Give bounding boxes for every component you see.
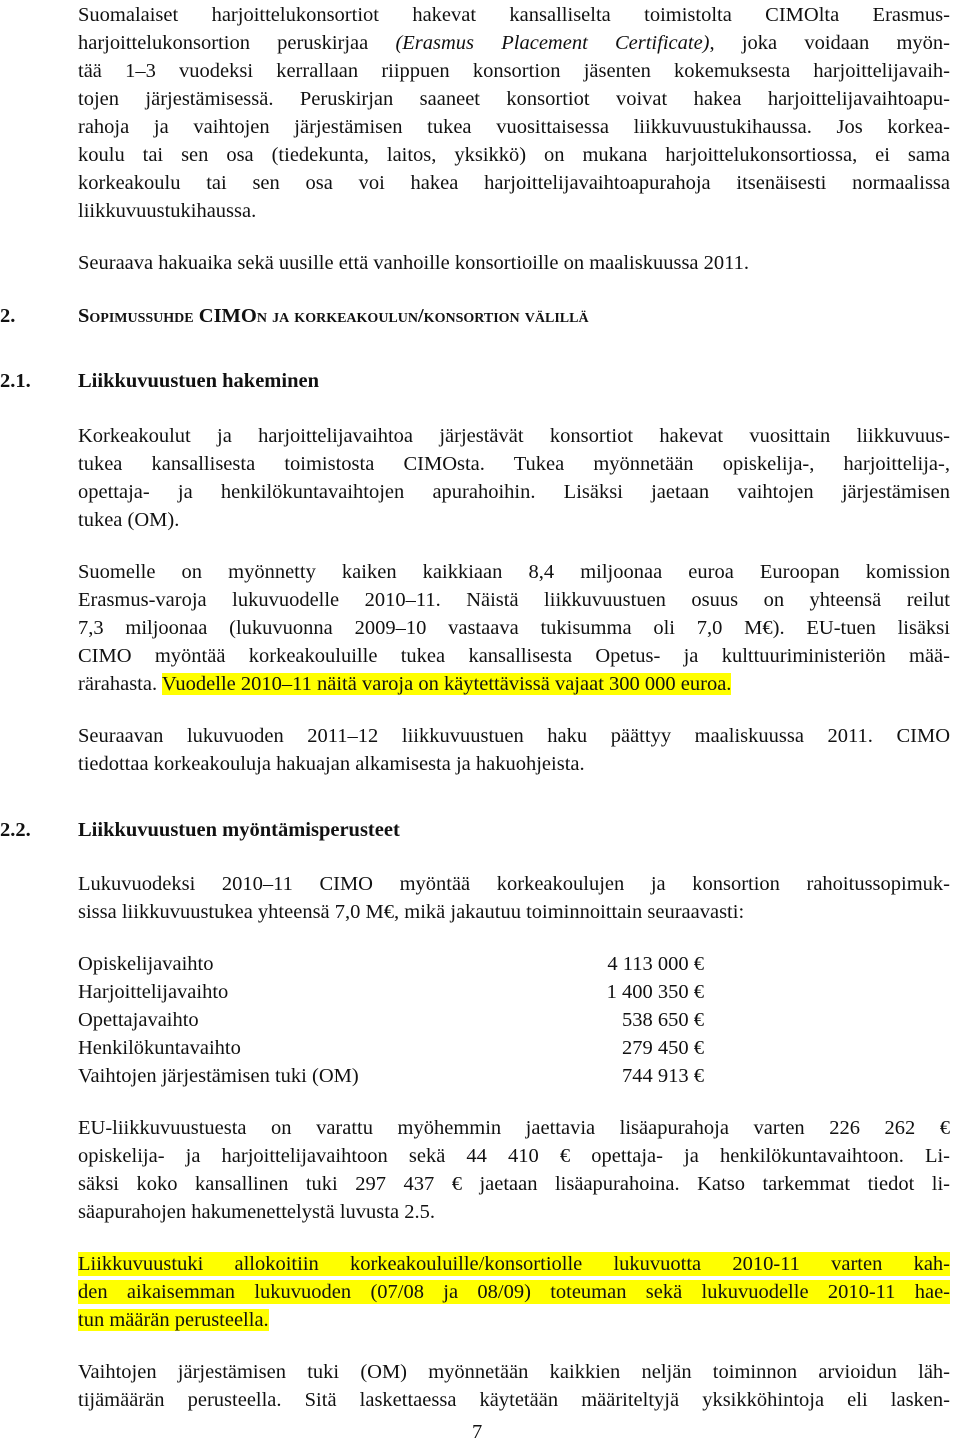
body-line: tojen järjestämisessä. Peruskirjan saaneet konsortiot voivat hakea harjoittelijavaihtoapu- <box>78 88 950 110</box>
table-row-value: 1 400 350 € <box>606 981 704 1003</box>
subsection-number: 2.1. <box>0 370 31 392</box>
highlighted-line: Liikkuvuustuki allokoitiin korkeakouluille/konsortiolle lukuvuotta 2010-11 varten kah- <box>78 1253 950 1275</box>
table-row-value: 538 650 € <box>622 1009 704 1031</box>
body-line: tijämäärän perusteella. Sitä laskettaessa käytetään määriteltyjä yksikköhintoja eli lasken- <box>78 1389 950 1411</box>
highlighted-line: den aikaisemman lukuvuoden (07/08 ja 08/09) toteuman sekä lukuvuodelle 2010-11 hae- <box>78 1281 950 1303</box>
body-line: Seuraava hakuaika sekä uusille että vanhoille konsortioille on maaliskuussa 2011. <box>78 252 750 274</box>
table-row-label: Opiskelijavaihto <box>78 953 214 975</box>
body-line: EU-liikkuvuustuesta on varattu myöhemmin jaettavia lisäapurahoja varten 226 262 € <box>78 1117 950 1139</box>
body-line: 7,3 miljoonaa (lukuvuonna 2009–10 vastaava tukisumma oli 7,0 M€). EU-tuen lisäksi <box>78 617 950 639</box>
body-line: rärahasta. Vuodelle 2010–11 näitä varoja on käytettävissä vajaat 300 000 euroa. <box>78 673 732 695</box>
body-line: säapurahojen hakumenettelystä luvusta 2.5. <box>78 1201 435 1223</box>
body-line: Suomalaiset harjoittelukonsortiot hakevat kansalliselta toimistolta CIMOlta Erasmus- <box>78 4 950 26</box>
body-line: koulu tai sen osa (tiedekunta, laitos, yksikkö) on mukana harjoittelukonsortiossa, ei sama <box>78 144 950 166</box>
body-line: Erasmus-varoja lukuvuodelle 2010–11. Näistä liikkuvuustuen osuus on yhteensä reilut <box>78 589 950 611</box>
table-row-label: Opettajavaihto <box>78 1009 199 1031</box>
subsection-number: 2.2. <box>0 819 31 841</box>
body-line: tukea (OM). <box>78 509 180 531</box>
body-line: opiskelija- ja harjoittelijavaihtoon sekä 44 410 € opettaja- ja henkilökuntavaihtoon. Li- <box>78 1145 950 1167</box>
body-line: tiedottaa korkeakouluja hakuajan alkamisesta ja hakuohjeista. <box>78 753 585 775</box>
table-row-value: 4 113 000 € <box>607 953 704 975</box>
highlighted-text: Vuodelle 2010–11 näitä varoja on käytettävissä vajaat 300 000 euroa. <box>161 673 732 695</box>
table-row-label: Harjoittelijavaihto <box>78 981 229 1003</box>
table-row-label: Vaihtojen järjestämisen tuki (OM) <box>78 1065 359 1087</box>
body-line: CIMO myöntää korkeakouluille tukea kansallisesta Opetus- ja kulttuuriministeriön mää- <box>78 645 950 667</box>
body-line: Seuraavan lukuvuoden 2011–12 liikkuvuustuen haku päättyy maaliskuussa 2011. CIMO <box>78 725 950 747</box>
body-line: Lukuvuodeksi 2010–11 CIMO myöntää korkeakoulujen ja konsortion rahoitussopimuk- <box>78 873 950 895</box>
table-row-value: 744 913 € <box>622 1065 704 1087</box>
body-line: opettaja- ja henkilökuntavaihtojen apurahoihin. Lisäksi jaetaan vaihtojen järjestämisen <box>78 481 950 503</box>
body-line: tukea kansallisesta toimistosta CIMOsta. Tukea myönnetään opiskelija-, harjoittelija-, <box>78 453 950 475</box>
body-line: Vaihtojen järjestämisen tuki (OM) myönnetään kaikkien neljän toiminnon arvioidun läh- <box>78 1361 950 1383</box>
body-line: Suomelle on myönnetty kaiken kaikkiaan 8,4 miljoonaa euroa Euroopan komission <box>78 561 950 583</box>
body-line: sissa liikkuvuustukea yhteensä 7,0 M€, mikä jakautuu toiminnoittain seuraavasti: <box>78 901 745 923</box>
subsection-heading: Liikkuvuustuen hakeminen <box>78 370 319 392</box>
section-number: 2. <box>0 305 16 327</box>
table-row-label: Henkilökuntavaihto <box>78 1037 241 1059</box>
body-line: säksi koko kansallinen tuki 297 437 € jaetaan lisäapurahoina. Katso tarkemmat tiedot li- <box>78 1173 950 1195</box>
table-row-value: 279 450 € <box>622 1037 704 1059</box>
highlighted-line: tun määrän perusteella. <box>78 1309 269 1331</box>
body-line: tää 1–3 vuodeksi kerrallaan riippuen konsortion jäsenten kokemuksesta harjoittelijavaih- <box>78 60 950 82</box>
subsection-heading: Liikkuvuustuen myöntämisperusteet <box>78 819 400 841</box>
body-line: liikkuvuustukihaussa. <box>78 200 257 222</box>
body-line: rahoja ja vaihtojen järjestämisen tukea vuosittaisessa liikkuvuustukihaussa. Jos korkea- <box>78 116 950 138</box>
body-line: Korkeakoulut ja harjoittelijavaihtoa järjestävät konsortiot hakevat vuosittain liikkuvuus- <box>78 425 950 447</box>
section-heading: Sopimussuhde CIMOn ja korkeakoulun/konsortion välillä <box>78 305 589 327</box>
page-number: 7 <box>472 1421 483 1443</box>
body-line: harjoittelukonsortion peruskirjaa (Erasmus Placement Certificate), joka voidaan myön- <box>78 32 950 54</box>
body-line: korkeakoulu tai sen osa voi hakea harjoittelijavaihtoapurahoja itsenäisesti normaalissa <box>78 172 950 194</box>
